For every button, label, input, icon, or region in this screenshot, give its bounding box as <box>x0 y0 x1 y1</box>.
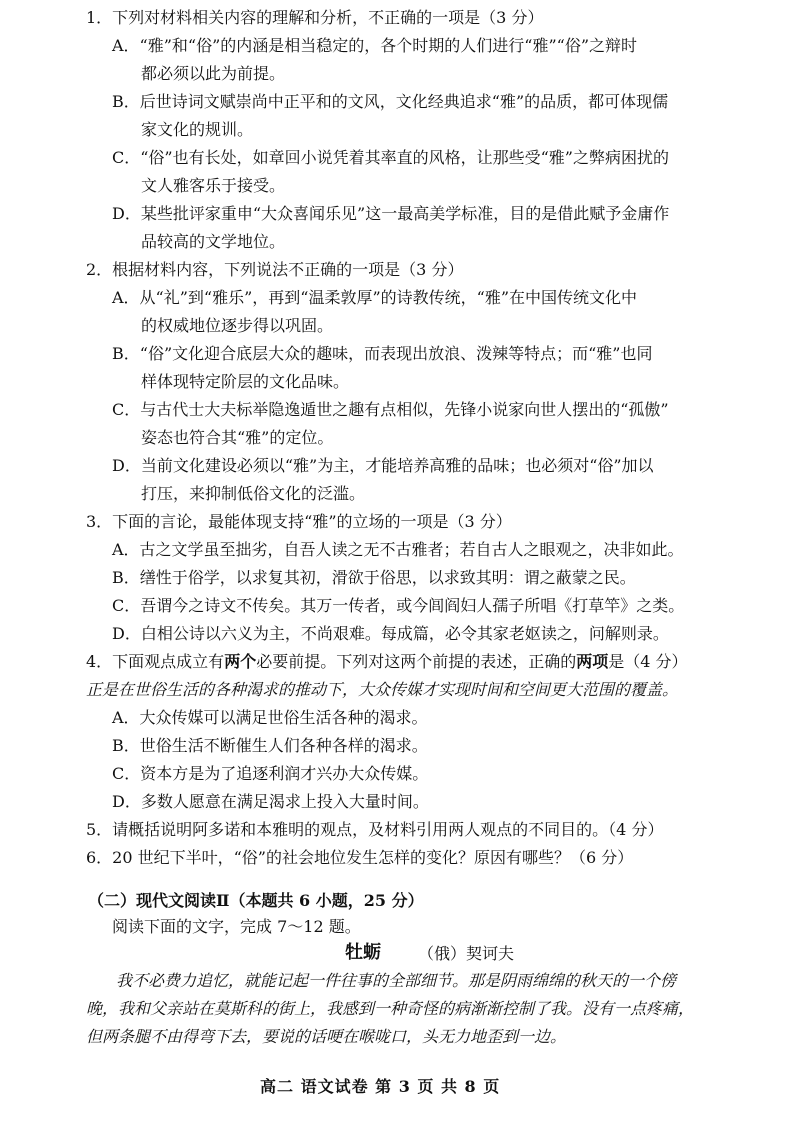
q4-option-b: B．世俗生活不断催生人们各种各样的渴求。 <box>112 736 428 755</box>
q1-stem: 1．下列对材料相关内容的理解和分析，不正确的一项是（3 分） <box>86 8 544 27</box>
story-author: （俄）契诃夫 <box>418 944 515 963</box>
q2-stem: 2．根据材料内容，下列说法不正确的一项是（3 分） <box>86 260 464 279</box>
story-title: 牡蛎 <box>345 942 381 963</box>
section-heading: （二）现代文阅读Ⅱ（本题共 6 小题，25 分） <box>88 891 424 910</box>
q2-option-a-line1: A．从“礼”到“雅乐”，再到“温柔敦厚”的诗教传统，“雅”在中国传统文化中 <box>112 288 637 307</box>
q2-option-b-line2: 样体现特定阶层的文化品味。 <box>141 372 350 391</box>
story-paragraph-line1: 我不必费力追忆，就能记起一件往事的全部细节。那是阴雨绵绵的秋天的一个傍 <box>116 971 677 990</box>
q4-option-a: A．大众传媒可以满足世俗生活各种的渴求。 <box>112 708 428 727</box>
story-paragraph-line3: 但两条腿不由得弯下去，要说的话哽在喉咙口，头无力地歪到一边。 <box>86 1027 567 1046</box>
q1-option-a-line2: 都必须以此为前提。 <box>141 64 286 83</box>
q4-stem-post: 是（4 分） <box>608 652 688 671</box>
q1-option-b-line1: B．后世诗词文赋崇尚中正平和的文风，文化经典追求“雅”的品质，都可体现儒 <box>112 92 669 111</box>
q3-option-a: A．古之文学虽至拙劣，自吾人读之无不古雅者；若自古人之眼观之，决非如此。 <box>112 540 684 559</box>
q1-option-b-line2: 家文化的规训。 <box>141 120 254 139</box>
q4-stem-pre: 4．下面观点成立有 <box>86 652 225 671</box>
q5-stem: 5．请概括说明阿多诺和本雅明的观点，及材料引用两人观点的不同目的。（4 分） <box>86 820 664 839</box>
q1-option-d-line1: D．某些批评家重申“大众喜闻乐见”这一最高美学标准，目的是借此赋予金庸作 <box>112 204 670 223</box>
q2-option-a-line2: 的权威地位逐步得以巩固。 <box>141 316 334 335</box>
q4-stem-emphasis-2: 两项 <box>576 652 609 671</box>
q4-option-c: C．资本方是为了追逐利润才兴办大众传媒。 <box>112 764 429 783</box>
q4-stem <box>86 649 688 675</box>
q2-option-d-line2: 打压，来抑制低俗文化的泛滥。 <box>141 484 366 503</box>
q2-option-c-line2: 姿态也符合其“雅”的定位。 <box>141 428 334 447</box>
q3-option-d: D．白相公诗以六义为主，不尚艰难。每成篇，必令其家老妪读之，问解则录。 <box>112 624 669 643</box>
q6-stem: 6．20 世纪下半叶，“俗”的社会地位发生怎样的变化？原因有哪些？（6 分） <box>86 848 634 867</box>
q1-option-c-line1: C．“俗”也有长处，如章回小说凭着其率直的风格，让那些受“雅”之弊病困扰的 <box>112 148 669 167</box>
q1-option-d-line2: 品较高的文学地位。 <box>141 232 286 251</box>
q4-option-d: D．多数人愿意在满足渴求上投入大量时间。 <box>112 792 429 811</box>
q3-option-c: C．吾谓今之诗文不传矣。其万一传者，或今闾阎妇人孺子所唱《打草竿》之类。 <box>112 596 685 615</box>
q1-option-a-line1: A．“雅”和“俗”的内涵是相当稳定的，各个时期的人们进行“雅”“俗”之辩时 <box>112 36 637 55</box>
q2-option-d-line1: D．当前文化建设必须以“雅”为主，才能培养高雅的品味；也必须对“俗”加以 <box>112 456 654 475</box>
q4-quote: 正是在世俗生活的各种渴求的推动下，大众传媒才实现时间和空间更大范围的覆盖。 <box>86 680 679 699</box>
story-paragraph-line2: 晚，我和父亲站在莫斯科的街上，我感到一种奇怪的病渐渐控制了我。没有一点疼痛， <box>86 999 695 1018</box>
q3-option-b: B．缮性于俗学，以求复其初，滑欲于俗思，以求致其明：谓之蔽蒙之民。 <box>112 568 636 587</box>
page-footer: 高二 语文试卷 第 3 页 共 8 页 <box>260 1077 501 1096</box>
q1-option-c-line2: 文人雅客乐于接受。 <box>141 176 286 195</box>
q2-option-b-line1: B．“俗”文化迎合底层大众的趣味，而表现出放浪、泼辣等特点；而“雅”也同 <box>112 344 653 363</box>
section-instruction: 阅读下面的文字，完成 7～12 题。 <box>112 917 361 936</box>
q2-option-c-line1: C．与古代士大夫标举隐逸遁世之趣有点相似，先锋小说家向世人摆出的“孤傲” <box>112 400 669 419</box>
q4-stem-mid: 必要前提。下列对这两个前提的表述，正确的 <box>256 652 577 671</box>
q4-stem-emphasis-1: 两个 <box>224 652 257 671</box>
q3-stem: 3．下面的言论，最能体现支持“雅”的立场的一项是（3 分） <box>86 512 512 531</box>
